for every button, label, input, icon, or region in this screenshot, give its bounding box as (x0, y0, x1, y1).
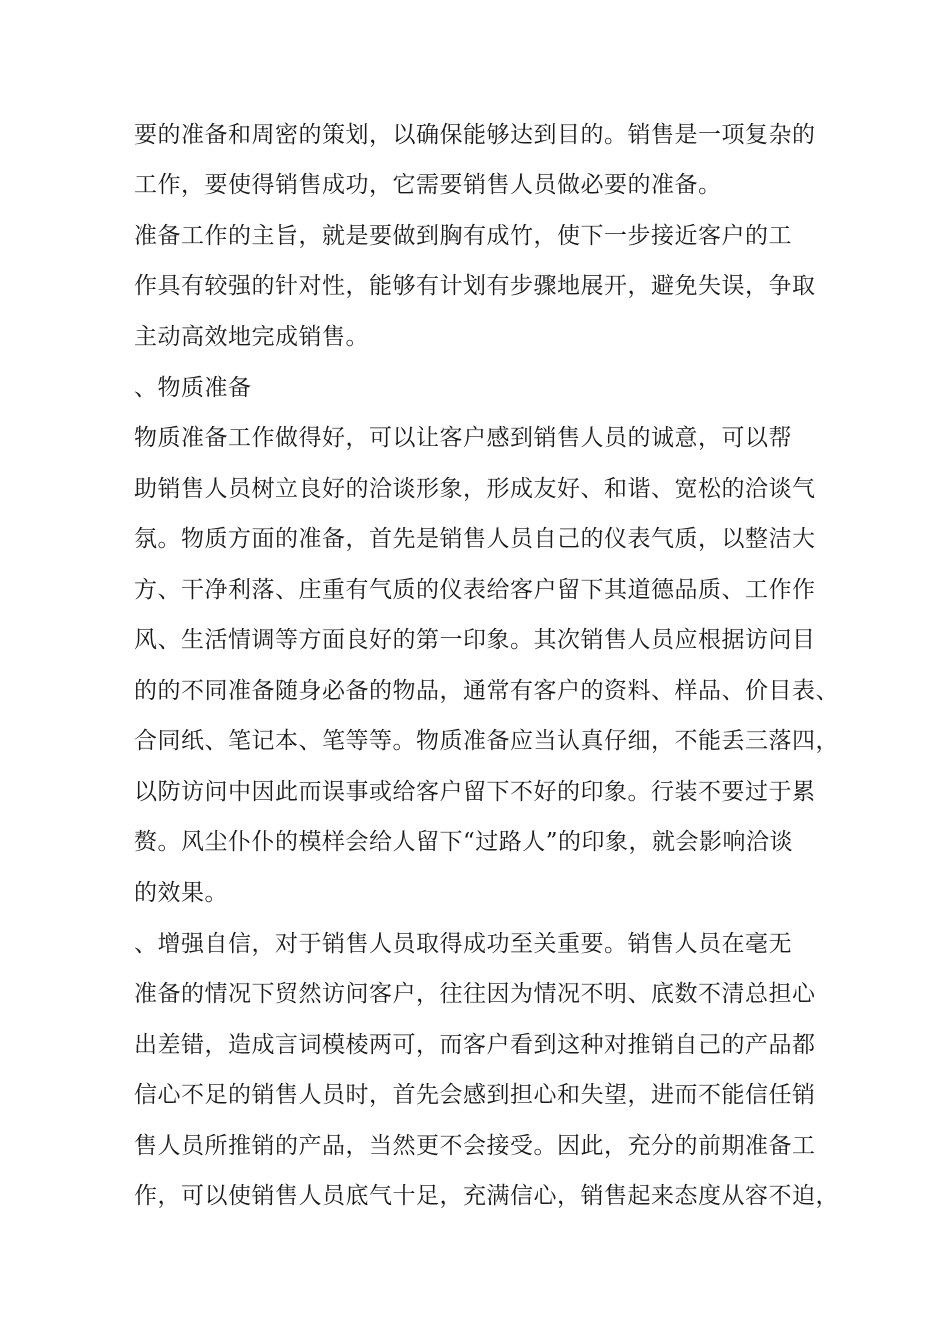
text-line: 售人员所推销的产品，当然更不会接受。因此，充分的前期准备工 (134, 1133, 816, 1159)
text-line: 助销售人员树立良好的洽谈形象，形成友好、和谐、宽松的洽谈气 (134, 476, 816, 502)
text-line: 的的不同准备随身必备的物品，通常有客户的资料、样品、价目表、 (134, 678, 839, 704)
text-line: 工作，要使得销售成功，它需要销售人员做必要的准备。 (134, 172, 722, 198)
text-line: 、增强自信，对于销售人员取得成功至关重要。销售人员在毫无 (134, 931, 792, 957)
text-line: 主动高效地完成销售。 (134, 324, 369, 350)
text-line: 以防访问中因此而误事或给客户留下不好的印象。行装不要过于累 (134, 779, 816, 805)
section-heading: 、物质准备 (134, 375, 252, 401)
text-line: 出差错，造成言词模棱两可，而客户看到这种对推销自己的产品都 (134, 1032, 816, 1058)
text-line: 氛。物质方面的准备，首先是销售人员自己的仪表气质，以整洁大 (134, 526, 816, 552)
text-line: 准备的情况下贸然访问客户，往往因为情况不明、底数不清总担心 (134, 981, 816, 1007)
text-line: 赘。风尘仆仆的模样会给人留下“过路人”的印象，就会影响洽谈 (134, 829, 794, 855)
text-line: 合同纸、笔记本、笔等等。物质准备应当认真仔细，不能丢三落四， (134, 728, 839, 754)
text-line: 作，可以使销售人员底气十足，充满信心，销售起来态度从容不迫， (134, 1183, 839, 1209)
text-line: 作具有较强的针对性，能够有计划有步骤地展开，避免失误，争取 (134, 273, 816, 299)
text-line: 风、生活情调等方面良好的第一印象。其次销售人员应根据访问目 (134, 627, 816, 653)
text-line: 要的准备和周密的策划，以确保能够达到目的。销售是一项复杂的 (134, 122, 816, 148)
text-line: 方、干净利落、庄重有气质的仪表给客户留下其道德品质、工作作 (134, 577, 816, 603)
text-line: 的效果。 (134, 880, 228, 906)
text-line: 准备工作的主旨，就是要做到胸有成竹，使下一步接近客户的工 (134, 223, 792, 249)
text-line: 物质准备工作做得好，可以让客户感到销售人员的诚意，可以帮 (134, 425, 792, 451)
text-line: 信心不足的销售人员时，首先会感到担心和失望，进而不能信任销 (134, 1082, 816, 1108)
